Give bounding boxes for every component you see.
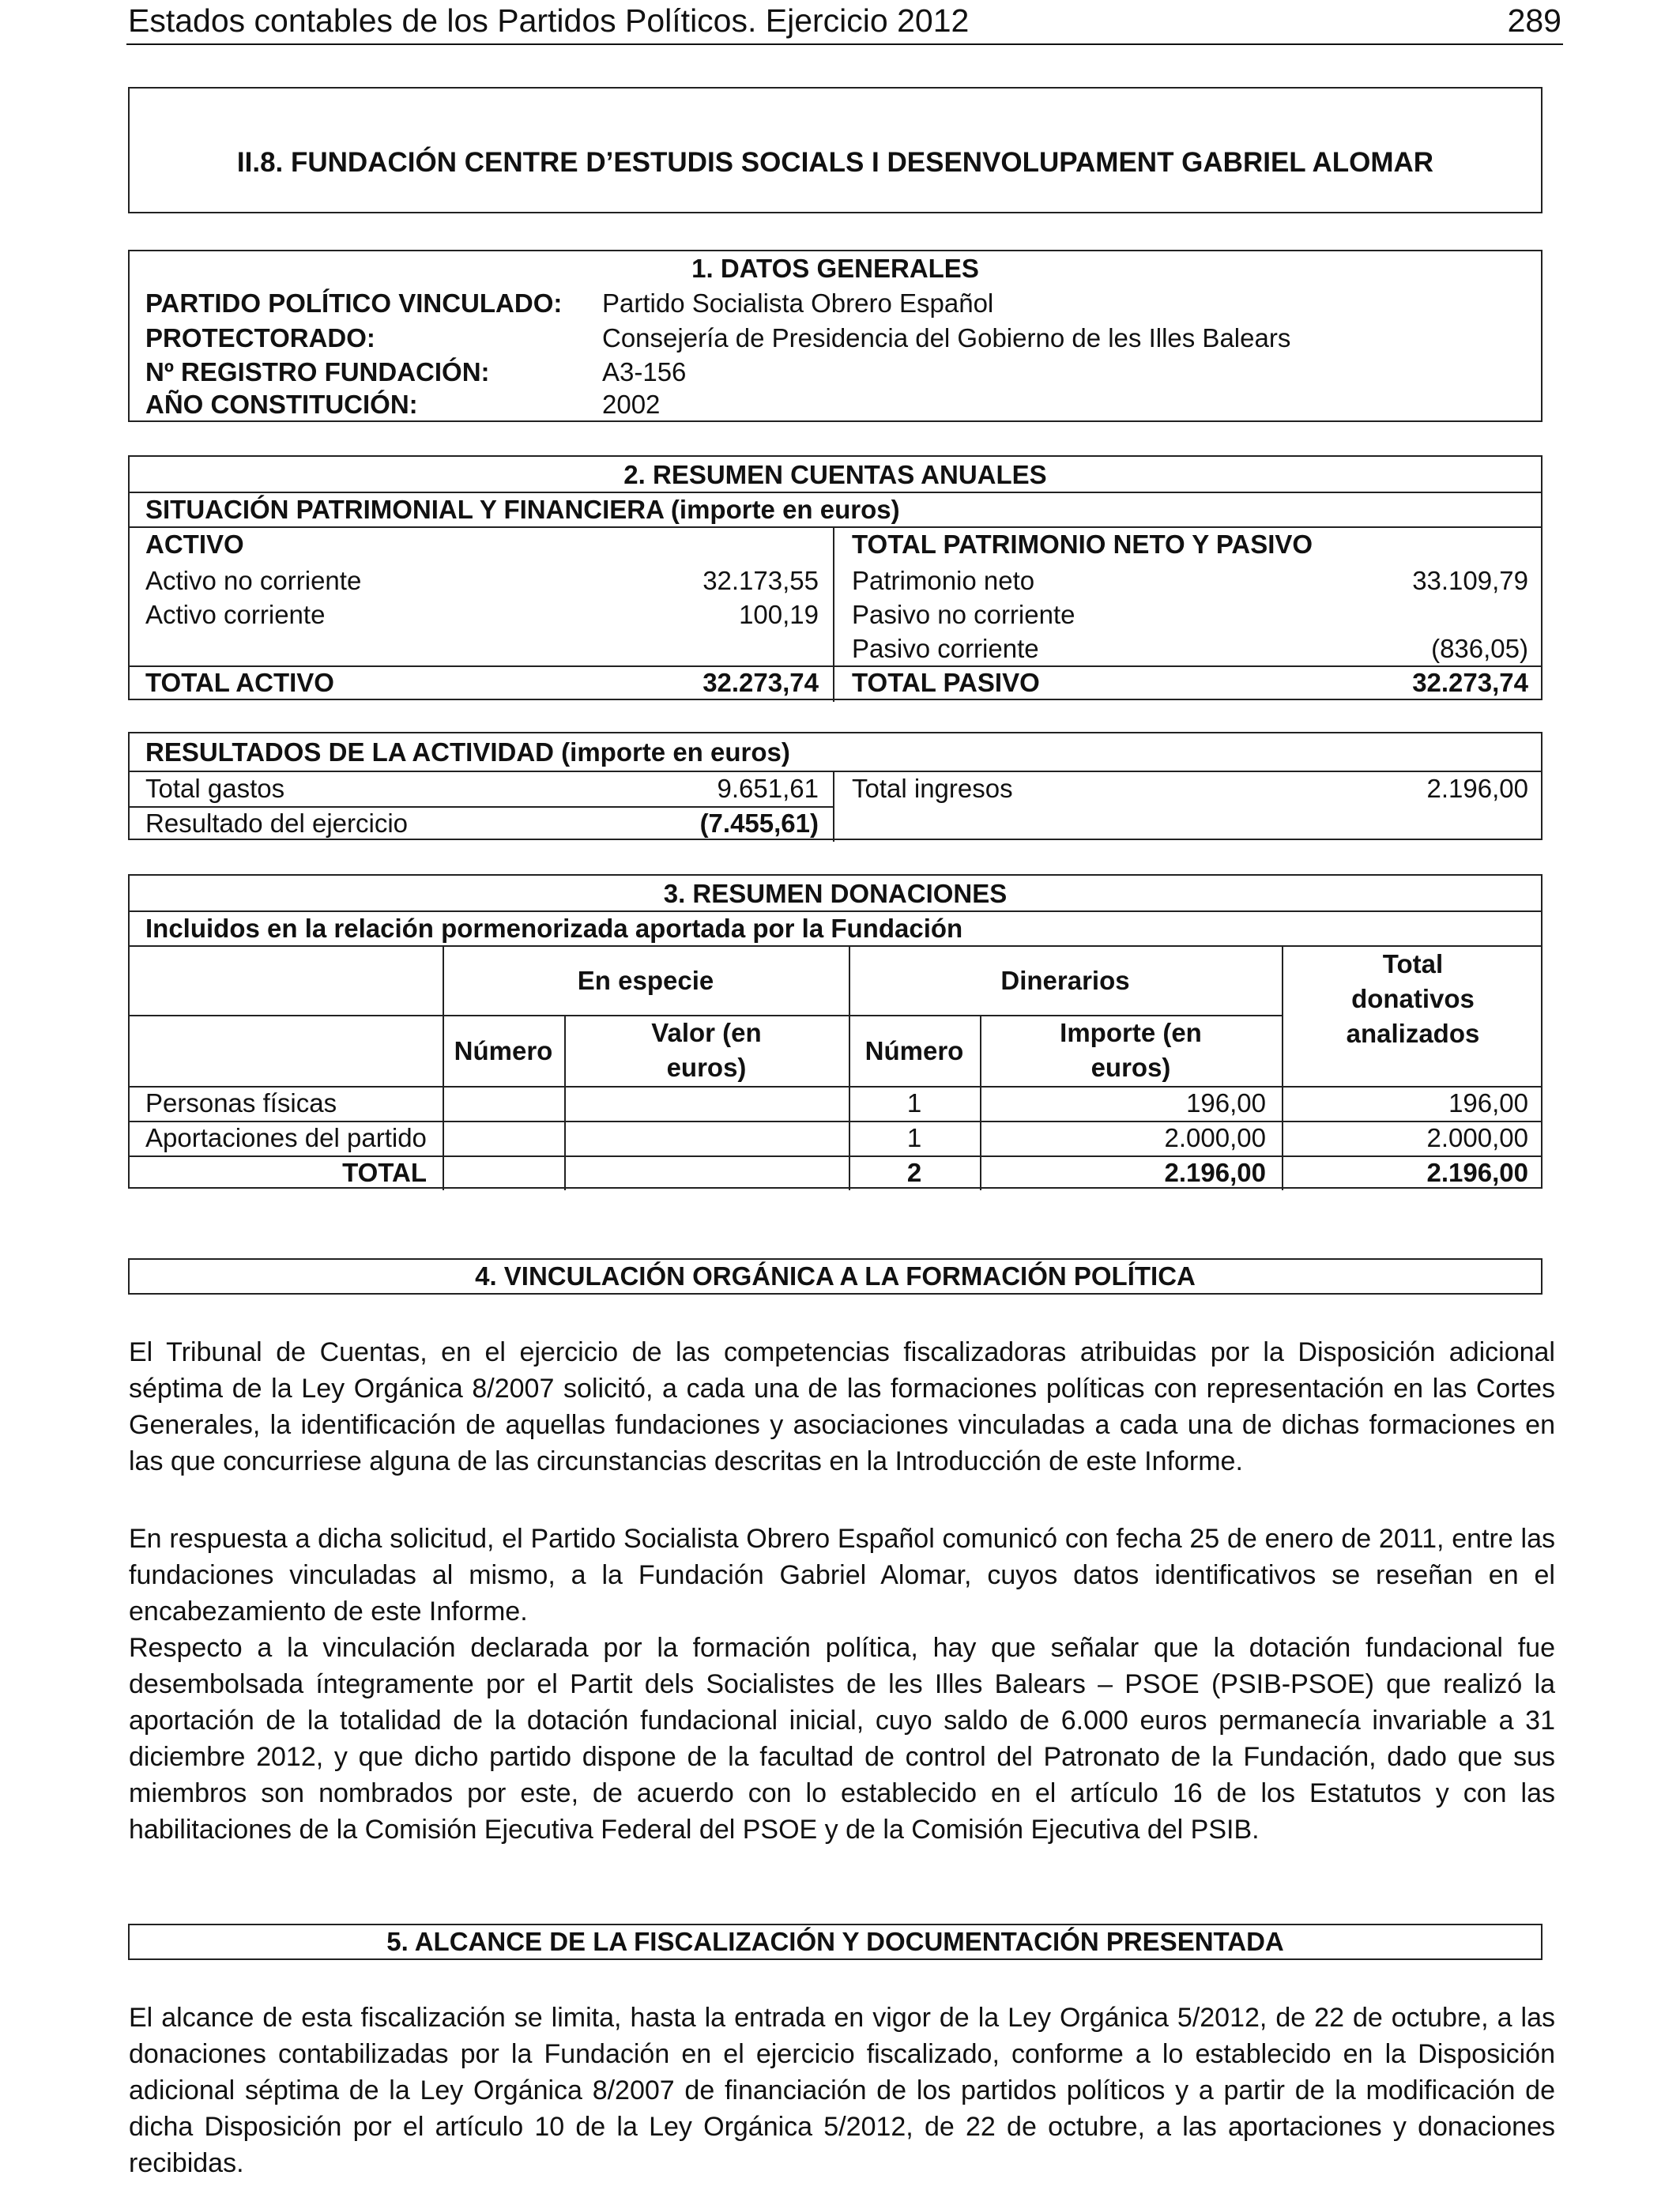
total-activo-value: 32.273,74 <box>703 668 819 697</box>
running-header-title: Estados contables de los Partidos Políticos. Ejercicio 2012 <box>128 2 970 39</box>
section-title-box <box>128 87 1543 213</box>
resultado-ejercicio-label: Resultado del ejercicio <box>145 809 409 838</box>
total-activo-label: TOTAL ACTIVO <box>145 668 334 697</box>
resultado-ejercicio-value: (7.455,61) <box>699 809 819 838</box>
datos-label-protectorado: PROTECTORADO: <box>145 323 375 352</box>
pasivo-no-corriente-label: Pasivo no corriente <box>852 600 1075 629</box>
datos-generales-heading: 1. DATOS GENERALES <box>691 254 979 283</box>
total-gastos-label: Total gastos <box>145 774 285 803</box>
total-pasivo-label: TOTAL PASIVO <box>852 668 1040 697</box>
col-numero-especie: Número <box>454 1036 553 1065</box>
column-divider <box>833 771 834 842</box>
total-gastos-value: 9.651,61 <box>717 774 819 803</box>
col-importe: Importe (en euros) <box>1060 1018 1202 1082</box>
donaciones-total-numero: 2 <box>906 1158 922 1187</box>
datos-value-ano: 2002 <box>602 390 661 419</box>
datos-label-partido: PARTIDO POLÍTICO VINCULADO: <box>145 288 563 318</box>
donaciones-row-total: 196,00 <box>1448 1088 1528 1118</box>
activo-header: ACTIVO <box>145 530 244 559</box>
donaciones-total-importe: 2.196,00 <box>1164 1158 1266 1187</box>
section-title: II.8. FUNDACIÓN CENTRE D’ESTUDIS SOCIALS I DESENVOLUPAMENT GABRIEL ALOMAR <box>236 147 1434 178</box>
donaciones-row-importe: 196,00 <box>1186 1088 1266 1118</box>
vinculacion-paragraph-1: El Tribunal de Cuentas, en el ejercicio de las competencias fiscalizadoras atribuidas por la Disposición adicional séptima de la Ley Orgánica 8/2007 solicitó, a cada una de las formaciones políticas con representación en las Cortes Generales, la identificación de aquellas fundaciones y asociaciones vinculadas a cada una de dichas formaciones en las que concurriese alguna de las circunstancias descritas en la Introducción de este Informe. <box>129 1337 1555 1476</box>
donaciones-table <box>128 874 1543 1189</box>
vinculacion-paragraph-3: Respecto a la vinculación declarada por la formación política, hay que señalar que la dotación fundacional fue desembolsada íntegramente por el Partit dels Socialistes de les Illes Balears – PSOE (PSIB-PSOE) que realizó la aportación de la totalidad de la dotación fundacional inicial, cuyo saldo de 6.000 euros permanecía invariable a 31 diciembre 2012, y que dicho partido dispone de la facultad de control del Patronato de la Fundación, dado que sus miembros son nombrados por este, de acuerdo con lo establecido en el artículo 16 de los Estatutos y con las habilitaciones de la Comisión Ejecutiva Federal del PSOE y de la Comisión Ejecutiva del PSIB. <box>129 1633 1555 1845</box>
donaciones-total-label: TOTAL <box>342 1158 427 1187</box>
datos-value-partido: Partido Socialista Obrero Español <box>602 288 994 318</box>
pasivo-corriente-label: Pasivo corriente <box>852 634 1039 663</box>
donaciones-heading: 3. RESUMEN DONACIONES <box>663 879 1008 908</box>
donaciones-row-importe: 2.000,00 <box>1164 1123 1266 1152</box>
total-ingresos-value: 2.196,00 <box>1426 774 1528 803</box>
patrimonio-neto-label: Patrimonio neto <box>852 566 1035 595</box>
col-en-especie: En especie <box>577 966 714 995</box>
col-valor: Valor (en euros) <box>651 1018 762 1082</box>
column-divider <box>833 526 834 702</box>
divider <box>130 526 1541 528</box>
datos-value-registro: A3-156 <box>602 357 687 386</box>
datos-generales-table <box>128 250 1543 422</box>
activo-no-corriente-value: 32.173,55 <box>703 566 819 595</box>
donaciones-total-total: 2.196,00 <box>1426 1158 1528 1187</box>
donaciones-row-label: Personas físicas <box>145 1088 337 1118</box>
alcance-heading: 5. ALCANCE DE LA FISCALIZACIÓN Y DOCUMENTACIÓN PRESENTADA <box>386 1927 1284 1956</box>
donaciones-row-label: Aportaciones del partido <box>145 1123 427 1152</box>
pasivo-header: TOTAL PATRIMONIO NETO Y PASIVO <box>852 530 1313 559</box>
activo-corriente-value: 100,19 <box>739 600 819 629</box>
donaciones-row-total: 2.000,00 <box>1426 1123 1528 1152</box>
donaciones-row-numero: 1 <box>906 1088 922 1118</box>
col-total-donativos: Total donativos analizados <box>1346 949 1480 1048</box>
activo-corriente-label: Activo corriente <box>145 600 326 629</box>
alcance-heading-box <box>128 1924 1543 1960</box>
col-dinerarios: Dinerarios <box>1000 966 1130 995</box>
activo-no-corriente-label: Activo no corriente <box>145 566 362 595</box>
resultados-heading: RESULTADOS DE LA ACTIVIDAD (importe en euros) <box>145 737 790 767</box>
vinculacion-heading: 4. VINCULACIÓN ORGÁNICA A LA FORMACIÓN POLÍTICA <box>475 1261 1196 1291</box>
donaciones-subheading: Incluidos en la relación pormenorizada aportada por la Fundación <box>145 914 963 943</box>
page-number: 289 <box>1507 2 1561 39</box>
vinculacion-paragraph-2: En respuesta a dicha solicitud, el Partido Socialista Obrero Español comunicó con fecha 25 de enero de 2011, entre las fundaciones vinculadas al mismo, a la Fundación Gabriel Alomar, cuyos datos identificativos se reseñan en el encabezamiento de este Informe. <box>129 1524 1555 1627</box>
resultados-table <box>128 732 1543 840</box>
resumen-cuentas-table <box>128 455 1543 700</box>
patrimonio-neto-value: 33.109,79 <box>1412 566 1528 595</box>
alcance-paragraph-1: El alcance de esta fiscalización se limita, hasta la entrada en vigor de la Ley Orgánica 5/2012, de 22 de octubre, a las donaciones contabilizadas por la Fundación en el ejercicio fiscalizado, conforme a lo establecido en la Disposición adicional séptima de la Ley Orgánica 8/2007 de financiación de los partidos políticos y a partir de la modificación de dicha Disposición por el artículo 10 de la Ley Orgánica 5/2012, de 22 de octubre, a las aportaciones y donaciones recibidas. <box>129 2003 1555 2178</box>
total-pasivo-value: 32.273,74 <box>1412 668 1528 697</box>
total-ingresos-label: Total ingresos <box>852 774 1013 803</box>
pasivo-corriente-value: (836,05) <box>1431 634 1528 663</box>
col-numero-dinerarios: Número <box>864 1036 964 1065</box>
datos-value-protectorado: Consejería de Presidencia del Gobierno de les Illes Balears <box>602 323 1291 352</box>
situacion-patrimonial-heading: SITUACIÓN PATRIMONIAL Y FINANCIERA (importe en euros) <box>145 495 900 524</box>
donaciones-row-numero: 1 <box>906 1123 922 1152</box>
datos-label-registro: Nº REGISTRO FUNDACIÓN: <box>145 357 490 386</box>
datos-label-ano: AÑO CONSTITUCIÓN: <box>145 390 418 419</box>
header-rule <box>126 43 1563 45</box>
resumen-cuentas-heading: 2. RESUMEN CUENTAS ANUALES <box>623 460 1047 489</box>
vinculacion-heading-box <box>128 1258 1543 1295</box>
